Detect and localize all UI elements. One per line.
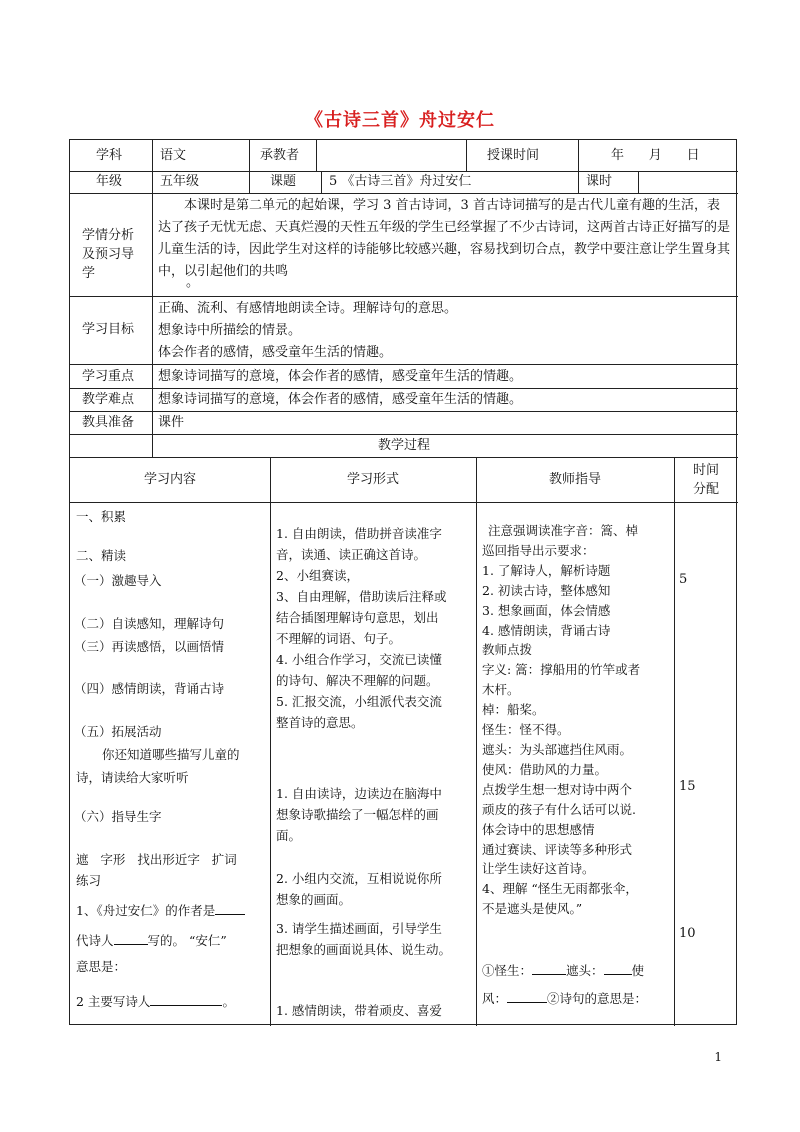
form-line: 想象诗歌描绘了一幅怎样的画	[276, 807, 439, 822]
form-column-d	[276, 918, 451, 960]
topic-label: 课题	[270, 174, 297, 189]
key-point-text: 想象诗词描写的意境，体会作者的感情，感受童年生活的情趣。	[158, 369, 523, 384]
quiz-item-1-cont	[76, 930, 227, 950]
guide-line: 顽皮的孩子有什么话可以说.	[482, 801, 636, 817]
row-line	[70, 388, 738, 389]
form-line: 5. 汇报交流，小组派代表交流	[276, 694, 442, 709]
guide-text: 风：	[482, 991, 508, 1006]
time-value: 5	[679, 572, 688, 587]
guide-line: 点拨学生想一想对诗中两个	[482, 781, 633, 797]
process-heading: 教学过程	[377, 438, 430, 453]
quiz-text: 1、《舟过安仁》的作者是	[76, 903, 216, 918]
key-point-label: 学习重点	[82, 369, 135, 384]
subject-label: 学科	[96, 148, 123, 163]
analysis-label	[82, 226, 134, 283]
guide-line: 让学生读好这首诗。	[482, 861, 595, 877]
goal-item: 想象诗中所描绘的情景。	[158, 323, 302, 338]
content-item: （一）激趣导入	[74, 573, 162, 588]
row-line	[70, 296, 738, 297]
quiz-item-1	[76, 900, 245, 920]
form-line: 2. 小组内交流，互相说说你所	[276, 871, 442, 886]
goals-label: 学习目标	[82, 322, 135, 337]
form-line: 的诗句、解决不理解的问题。	[276, 673, 439, 688]
guide-text: ②诗句的意思是：	[547, 991, 648, 1006]
row-line	[70, 457, 738, 458]
col-header-time	[674, 461, 738, 499]
guide-line: 1. 了解诗人，解析诗题	[482, 562, 611, 578]
guide-line: 体会诗中的思想感情	[482, 821, 595, 837]
class-time-value: 年 月 日	[611, 148, 700, 163]
answer-blank[interactable]	[507, 988, 547, 1003]
topic-value: 5 《古诗三首》舟过安仁	[329, 174, 472, 189]
guide-line: 使风：借助风的力量。	[482, 761, 608, 777]
col-header-form: 学习形式	[346, 472, 399, 487]
analysis-label-line: 学情分析	[82, 228, 135, 243]
col-header-time-line: 时间	[692, 463, 719, 478]
document-title: 《古诗三首》舟过安仁	[305, 110, 495, 131]
guide-line: 字义: 篙：撑船用的竹竿或者	[482, 662, 641, 678]
quiz-text: 代诗人	[76, 933, 114, 948]
answer-blank[interactable]	[532, 960, 566, 975]
guide-line: 教师点拨	[482, 642, 533, 658]
grade-value: 五年级	[160, 174, 200, 189]
form-column-e	[276, 1000, 442, 1021]
form-line: 2、小组赛读，	[276, 568, 359, 583]
tools-text: 课件	[158, 415, 185, 430]
quiz-item-1-meaning: 意思是：	[76, 959, 127, 974]
content-item: 一、积累	[76, 509, 127, 524]
form-line: 4. 小组合作学习，交流已读懂	[276, 652, 442, 667]
col-header-time-line: 分配	[692, 482, 719, 497]
form-line: 整首诗的意思。	[276, 715, 364, 730]
tools-label: 教具准备	[82, 415, 135, 430]
guide-text: ①怪生：	[482, 963, 533, 978]
guide-text: 遮头：	[566, 963, 604, 978]
guide-line: 不是遮头是使风。”	[482, 901, 583, 917]
content-item: 诗，请读给大家听听	[76, 770, 189, 785]
form-line: 3. 请学生描述画面，引导学生	[276, 921, 442, 936]
col-header-guide: 教师指导	[548, 472, 601, 487]
form-line: 把想象的画面说具体、说生动。	[276, 942, 452, 957]
page-number: 1	[714, 1050, 722, 1064]
guide-line: 怪生：怪不得。	[482, 722, 570, 738]
goals-list	[158, 298, 457, 364]
guide-fill-line-1	[482, 960, 644, 980]
form-line: 结合插图理解诗句意思，划出	[276, 610, 439, 625]
difficulty-label: 教学难点	[82, 392, 135, 407]
time-value: 10	[679, 926, 696, 941]
guide-line: 注意强调读准字音：篙、棹	[488, 523, 639, 538]
answer-blank[interactable]	[604, 960, 632, 975]
quiz-text: 写的。 “安仁”	[147, 933, 227, 948]
col-line	[270, 457, 271, 1026]
content-item: （六）指导生字	[74, 809, 162, 824]
row-line	[70, 193, 738, 194]
guide-fill-line-2	[482, 988, 647, 1008]
col-line	[578, 140, 579, 193]
teacher-label: 承教者	[260, 148, 300, 163]
col-line	[638, 171, 639, 193]
row-line	[70, 502, 738, 503]
time-value: 15	[679, 779, 696, 794]
form-line: 面。	[276, 828, 302, 843]
guide-line: 通过赛读、评读等多种形式	[482, 841, 633, 857]
form-line: 1. 感情朗读，带着顽皮、喜爱	[276, 1003, 442, 1018]
answer-blank[interactable]	[150, 991, 222, 1006]
form-line: 不理解的词语、句子。	[276, 631, 402, 646]
quiz-text: 。	[222, 994, 235, 1009]
row-line	[70, 411, 738, 412]
analysis-label-line: 学	[82, 266, 96, 281]
guide-line: 4、理解 “怪生无雨都张伞，	[482, 881, 638, 897]
grade-label: 年级	[96, 174, 123, 189]
analysis-label-line: 及预习导	[82, 247, 135, 262]
difficulty-text: 想象诗词描写的意境，体会作者的感情，感受童年生活的情趣。	[158, 392, 523, 407]
guide-column	[482, 521, 640, 919]
col-line	[316, 140, 317, 171]
form-line: 音，读通、读正确这首诗。	[276, 547, 427, 562]
content-item: 遮 字形 找出形近字 扩词	[76, 852, 237, 867]
lesson-plan-table	[69, 139, 737, 1025]
quiz-item-2	[76, 991, 235, 1011]
class-time-label: 授课时间	[487, 148, 540, 163]
form-column-a	[276, 523, 446, 733]
col-line	[476, 457, 477, 1026]
guide-line: 木杆。	[482, 682, 520, 698]
content-item: （四）感情朗读，背诵古诗	[74, 681, 225, 696]
content-item: 你还知道哪些描写儿童的	[102, 747, 240, 762]
content-item: （三）再读感悟，以画悟情	[74, 639, 225, 654]
guide-line: 棹：船桨。	[482, 702, 545, 718]
guide-line: 4. 感情朗读，背诵古诗	[482, 622, 611, 638]
form-column-b	[276, 783, 442, 846]
col-line	[321, 171, 322, 193]
form-line: 1. 自由读诗，边读边在脑海中	[276, 786, 442, 801]
content-item: （二）自读感知，理解诗句	[74, 616, 225, 631]
col-header-content: 学习内容	[143, 472, 196, 487]
form-line: 想象的画面。	[276, 892, 352, 907]
subject-value: 语文	[160, 148, 187, 163]
row-line	[70, 434, 738, 435]
form-column-c	[276, 868, 442, 910]
col-line	[466, 140, 467, 171]
guide-line: 遮头：为头部遮挡住风雨。	[482, 741, 633, 757]
goal-item: 体会作者的感情，感受童年生活的情趣。	[158, 345, 393, 360]
guide-line: 2. 初读古诗，整体感知	[482, 582, 611, 598]
content-item: 二、精读	[76, 548, 127, 563]
answer-blank[interactable]	[114, 930, 148, 945]
answer-blank[interactable]	[215, 900, 245, 915]
form-line: 1. 自由朗读，借助拼音读准字	[276, 526, 442, 541]
content-item: 练习	[76, 873, 102, 888]
analysis-text: 本课时是第二单元的起始课，学习 3 首古诗词，3 首古诗词描写的是古代儿童有趣的生活，表达了孩子无忧无虑、天真烂漫的天性五年级的学生已经掌握了不少古诗词，这两首古诗正好描写的是儿童生活的诗，因此学生对这样的诗能够比较感兴趣，容易找到切合点，教学中要注意让学生置身其中，以引起他们的共鸣	[158, 198, 731, 279]
col-line	[152, 140, 153, 457]
quiz-text: 2 主要写诗人	[76, 994, 151, 1009]
goal-item: 正确、流利、有感情地朗读全诗。理解诗句的意思。	[158, 301, 458, 316]
row-line	[70, 364, 738, 365]
guide-text: 使	[631, 963, 645, 978]
period-label: 课时	[586, 174, 613, 189]
analysis-trail: 。	[186, 275, 200, 290]
col-line	[674, 457, 675, 1026]
col-line	[249, 140, 250, 193]
guide-line: 巡回指导出示要求：	[482, 542, 595, 558]
guide-line: 3. 想象画面，体会情感	[482, 602, 611, 618]
form-line: 3、自由理解，借助读后注释或	[276, 589, 447, 604]
content-item: （五）拓展活动	[74, 724, 162, 739]
